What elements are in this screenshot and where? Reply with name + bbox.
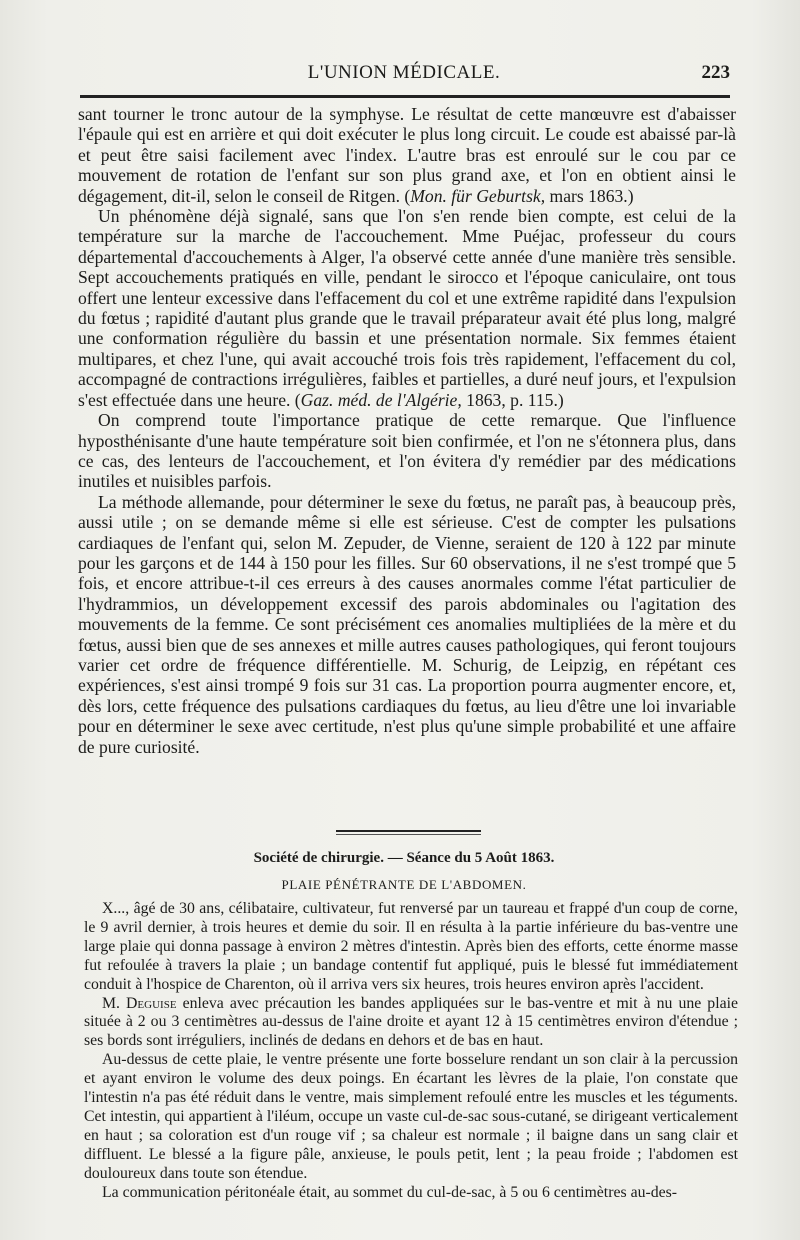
- section-subtitle: PLAIE PÉNÉTRANTE DE L'ABDOMEN.: [281, 877, 527, 892]
- text-run: La communication péritonéale était, au sommet du cul-de-sac, à 5 ou 6 centimètres au-des-: [102, 1183, 678, 1201]
- main-text: [78, 104, 736, 757]
- text-run: X..., âgé de 30 ans, célibataire, cultivateur, fut renversé par un taureau et frappé d'un coup de corne, le 9 avril dernier, à trois heures et demie du soir. Il en résulta à la partie inférieure du bas-ventre une large plaie qui donna passage à environ 2 mètres d'intestin. Après bien des efforts, cette énorme masse fut refoulée à travers la plaie ; un bandage contentif fut appliqué, puis le blessé fut immédiatement conduit à l'hospice de Charenton, où il arriva vers six heures, trois heures environ après l'accident.: [84, 900, 738, 993]
- text-run: La méthode allemande, pour déterminer le sexe du fœtus, ne paraît pas, à beaucoup près, aussi utile ; on se demande même si elle est sérieuse. C'est de compter les pulsations cardiaques de l'enfant qui, selon M. Zepuder, de Vienne, seraient de 120 à 122 par minute pour les garçons et de 144 à 150 pour les filles. Sur 60 observations, il ne s'est trompé que 5 fois, et encore attribue-t-il ces erreurs à des causes anormales comme l'état particulier de l'hydrammios, un développement excessif des parois abdominales ou l'agitation des mouvements de la femme. Ce sont précisément ces anomalies multipliées de la mère et du fœtus, aussi bien que de ses annexes et mille autres causes pathologiques, qui feront toujours varier cet ordre de fréquence différentielle. M. Schurig, de Leipzig, en répétant ces expériences, s'est ainsi trompé 9 fois sur 31 cas. La proportion pourra augmenter encore, et, dès lors, cette fréquence des pulsations cardiaques du fœtus, au lieu d'être une loi invariable pour en déterminer le sexe avec certitude, n'est plus qu'une simple probabilité et une affaire de pure curiosité.: [78, 491, 736, 757]
- paragraph: [78, 104, 736, 206]
- author-name: M. Deguise: [102, 994, 177, 1012]
- section-separator: [336, 830, 481, 832]
- case-paragraph: [84, 900, 738, 995]
- section-separator-thin: [336, 834, 481, 835]
- running-title: L'UNION MÉDICALE.: [307, 62, 501, 83]
- page-header: [78, 62, 730, 86]
- paragraph: [78, 492, 736, 757]
- text-run: enleva avec précaution les bandes appliquées sur le bas-ventre et mit à nu une plaie située à 2 ou 3 centimètres au-dessus de l'aine droite et ayant 12 à 15 centimètres environ d'étendue ; ses bords sont irréguliers, inclinés de dedans en dehors et de bas en haut.: [84, 994, 738, 1050]
- case-report-text: [84, 900, 738, 1203]
- text-run: 1863, p. 115.): [461, 389, 564, 410]
- text-run: Un phénomène déjà signalé, sans que l'on s'en rende bien compte, est celui de la température sur la marche de l'accouchement. Mme Puéjac, professeur du cours départemental d'accouchements à Alger, l'a observé cette année d'une manière très sensible. Sept accouchements pratiqués en ville, pendant le sirocco et l'époque caniculaire, ont tous offert une lenteur excessive dans l'effacement du col et une extrême rapidité dans l'expulsion du fœtus ; rapidité d'autant plus grande que le travail préparateur avait été plus long, malgré une conformation régulière du bassin et une présentation normale. Six femmes étaient multipares, et chez l'une, qui avait accouché trois fois très rapidement, l'effacement du col, accompagné de contractions irrégulières, faibles et partielles, a duré neuf jours, et l'expulsion s'est effectuée dans une heure. (: [78, 206, 736, 410]
- header-rule: [80, 95, 730, 98]
- citation: Gaz. méd. de l'Algérie,: [300, 389, 462, 410]
- case-paragraph: [84, 1051, 738, 1183]
- text-run: On comprend toute l'importance pratique de cette remarque. Que l'influence hyposthénisante d'une haute température soit bien confirmée, et l'on ne s'étonnera plus, dans ce cas, des lenteurs de l'accouchement, et l'on évitera d'y remédier par des médications inutiles et nuisibles parfois.: [78, 410, 736, 492]
- text-run: mars 1863.): [545, 185, 634, 206]
- case-paragraph: [84, 995, 738, 1052]
- citation: Mon. für Geburtsk,: [410, 185, 546, 206]
- page-number: 223: [701, 62, 730, 83]
- case-paragraph: [84, 1184, 738, 1203]
- paragraph: [78, 410, 736, 492]
- paragraph: [78, 206, 736, 410]
- text-run: sant tourner le tronc autour de la symphyse. Le résultat de cette manœuvre est d'abaisser l'épaule qui est en arrière et qui doit exécuter le plus long circuit. Le coude est abaissé par-là et peut être saisi facilement avec l'index. L'autre bras est enroulé sur le cou par ce mouvement de rotation de l'enfant sur son plus grand axe, et l'on en obtient ainsi le dégagement, dit-il, selon le conseil de Ritgen. (: [78, 104, 736, 206]
- section-title: Société de chirurgie. — Séance du 5 Août 1863.: [253, 850, 555, 866]
- text-run: Au-dessus de cette plaie, le ventre présente une forte bosselure rendant un son clair à la percussion et ayant environ le volume des deux poings. En écartant les lèvres de la plaie, l'on constate que l'intestin n'a pas été réduit dans le ventre, mais simplement refoulé entre les muscles et les téguments. Cet intestin, qui appartient à l'iléum, occupe un vaste cul-de-sac sous-cutané, se dirigeant verticalement en haut ; sa coloration est d'un rouge vif ; sa chaleur est normale ; il baigne dans un sang clair et diffluent. Le blessé a la figure pâle, anxieuse, le pouls petit, lent ; la peau froide ; l'abdomen est douloureux dans toute son étendue.: [84, 1051, 738, 1182]
